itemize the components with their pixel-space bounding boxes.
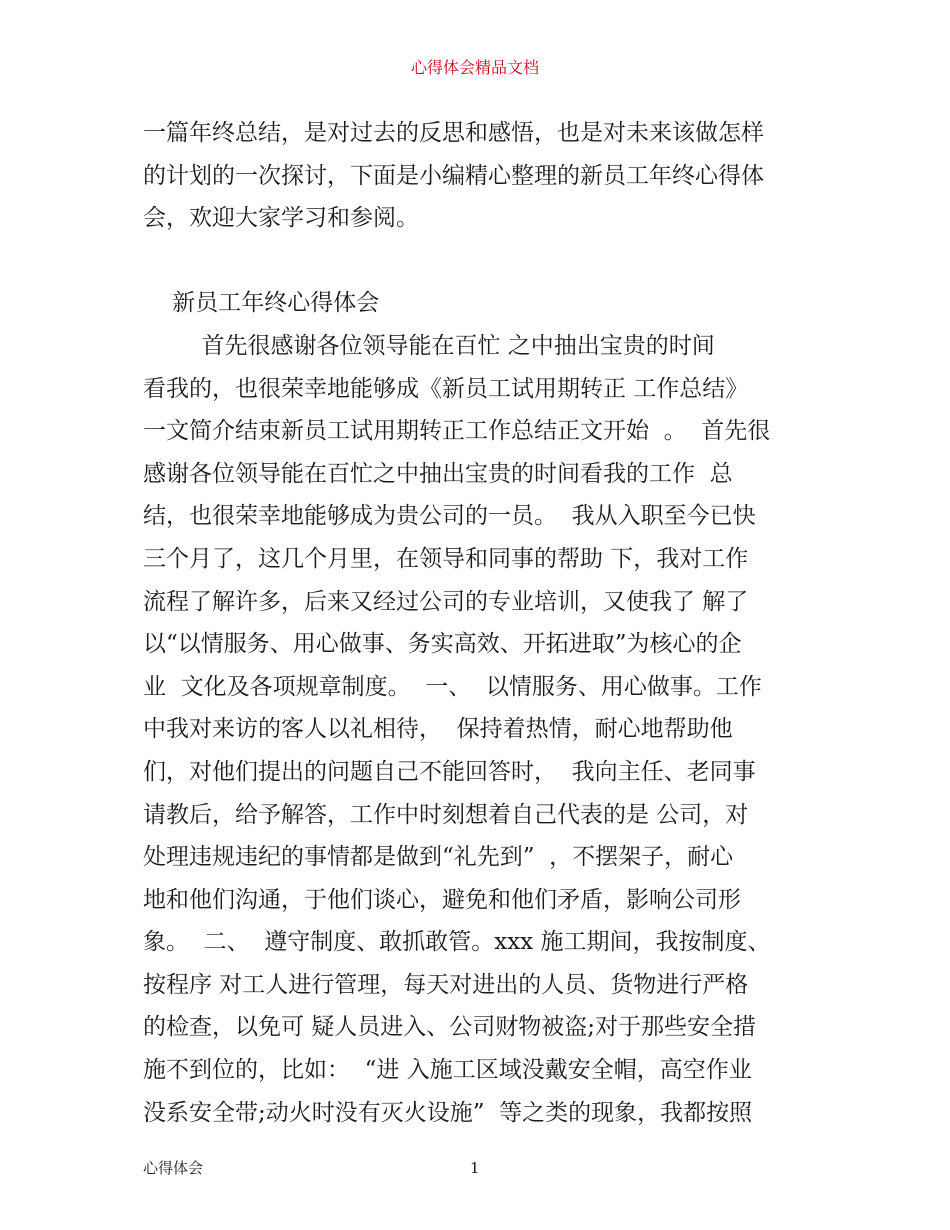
footer-label: 心得体会	[143, 1159, 204, 1177]
text-line: 的检查，以免可 疑人员进入、公司财物被盗;对于那些安全措	[143, 1014, 757, 1041]
page-number: 1	[470, 1159, 480, 1177]
text-line: 们，对他们提出的问题自己不能回答时， 我向主任、老同事	[143, 758, 756, 785]
text-line: 新员工年终心得体会	[143, 290, 380, 317]
page-header-title: 心得体会精品文档	[410, 58, 539, 77]
text-line: 中我对来访的客人以礼相待， 保持着热情，耐心地帮助他	[143, 716, 733, 743]
text-line: 一文简介结束新员工试用期转正工作总结正文开始 。 首先很	[143, 418, 771, 445]
text-line: 象。 二、 遵守制度、敢抓敢管。xxx 施工期间，我按制度、	[143, 929, 771, 956]
text-line: 以“以情服务、用心做事、务实高效、开拓进取”为核心的企	[143, 631, 742, 658]
text-line: 业 文化及各项规章制度。 一、 以情服务、用心做事。工作	[143, 673, 762, 700]
text-line: 结，也很荣幸地能够成为贵公司的一员。 我从入职至今已快	[143, 503, 756, 530]
paragraph-gap	[143, 240, 823, 283]
text-line: 三个月了，这几个月里，在领导和同事的帮助 下，我对工作	[143, 545, 749, 572]
text-line: 施不到位的，比如： “进 入施工区域没戴安全帽，高空作业	[143, 1057, 752, 1084]
text-line: 没系安全带;动火时没有灭火设施” 等之类的现象，我都按照	[143, 1099, 753, 1126]
text-line: 的计划的一次探讨，下面是小编精心整理的新员工年终心得体	[143, 162, 764, 189]
text-line: 流程了解许多，后来又经过公司的专业培训，又使我了 解了	[143, 588, 749, 615]
text-line: 按程序 对工人进行管理，每天对进出的人员、货物进行严格	[143, 971, 749, 998]
document-body	[143, 112, 823, 1134]
text-line: 地和他们沟通，于他们谈心，避免和他们矛盾，影响公司形	[143, 886, 741, 913]
text-line: 会，欢迎大家学习和参阅。	[143, 205, 419, 232]
text-line: 处理违规违纪的事情都是做到“礼先到” ，不摆架子，耐心	[143, 844, 734, 871]
text-line: 请教后，给予解答，工作中时刻想着自己代表的是 公司，对	[143, 801, 749, 828]
text-line: 首先很感谢各位领导能在百忙 之中抽出宝贵的时间	[143, 332, 715, 359]
text-line: 一篇年终总结，是对过去的反思和感悟，也是对未来该做怎样	[143, 120, 764, 146]
text-line: 看我的，也很荣幸地能够成《新员工试用期转正 工作总结》	[143, 375, 749, 402]
text-line: 感谢各位领导能在百忙之中抽出宝贵的时间看我的工作 总	[143, 460, 733, 487]
